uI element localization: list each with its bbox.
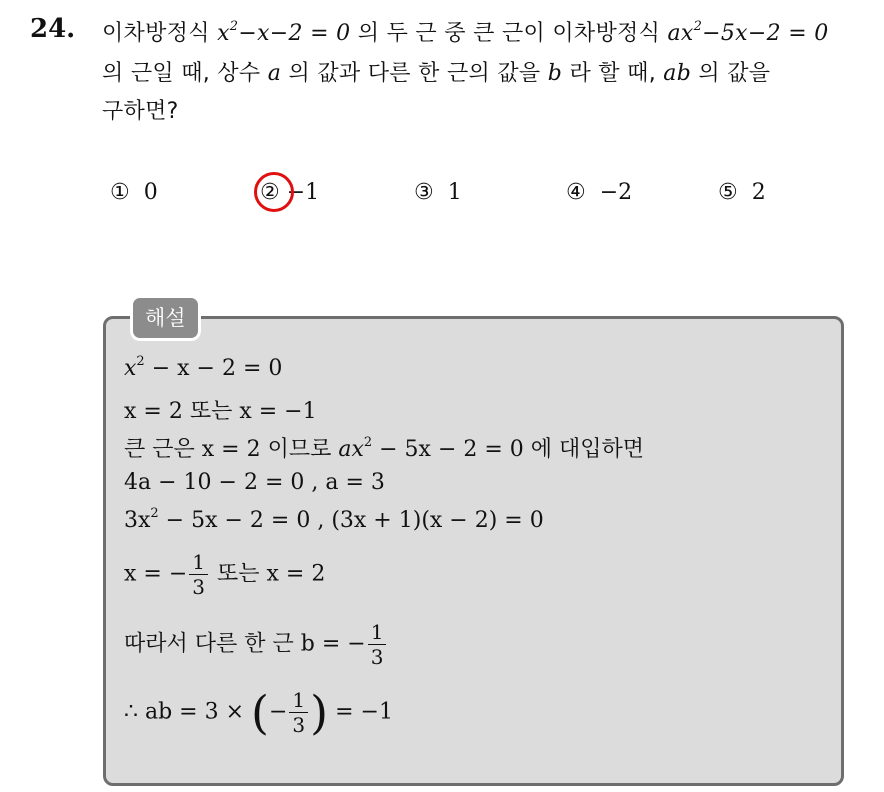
solution-label: 해설 [130, 295, 201, 341]
solution-line-4: 4a − 10 − 2 = 0 , a = 3 [124, 470, 385, 495]
choice-2[interactable]: ② −1 [260, 180, 320, 205]
question-text: 이차방정식 [102, 21, 218, 46]
choice-1[interactable]: ① 0 [110, 180, 158, 205]
equation-2: $ax^2-5x-2 = 0$ [667, 19, 829, 46]
answer-mark-circle [254, 172, 294, 212]
choice-5[interactable]: ⑤ 2 [718, 180, 766, 205]
solution-line-5: $3x^2 - 5x - 2 = 0$ , (3x + 1)(x − 2) = 0 [124, 506, 544, 533]
choice-3[interactable]: ③ 1 [414, 180, 462, 205]
equation-1: $x^2-x-2 = 0$ [217, 19, 351, 46]
answer-choices [0, 180, 884, 214]
solution-line-7: 따라서 다른 한 근 b = − $\frac{1}{3}$ [124, 620, 388, 669]
question-line-1 [102, 16, 829, 47]
fraction: $\frac{1}{3}$ [289, 688, 308, 737]
question-text: 의 두 근 중 큰 근이 이차방정식 [350, 21, 668, 46]
solution-line-8: ∴ ab = 3 × (− $\frac{1}{3}$ ) = −1 [124, 685, 393, 740]
fraction: $\frac{1}{3}$ [189, 550, 208, 599]
question-line-3: 구하면? [102, 99, 179, 124]
question-line-2: 의 근일 때, 상수 a 의 값과 다른 한 근의 값을 b 라 할 때, ab 의 값을 [102, 61, 771, 86]
question-number: 24. [30, 14, 76, 44]
solution-line-6: x = − $\frac{1}{3}$ 또는 x = 2 [124, 550, 326, 599]
solution-line-2: x = 2 또는 x = −1 [124, 399, 317, 424]
solution-line-3: 큰 근은 x = 2 이므로 $ax^2 - 5x - 2 = 0$ 에 대입하면 [124, 435, 645, 462]
var-a: a [267, 61, 282, 86]
var-b: b [547, 61, 563, 86]
solution-line-1: $x^2 - x - 2 = 0$ [124, 354, 283, 381]
choice-4[interactable]: ④ −2 [566, 180, 633, 205]
fraction: $\frac{1}{3}$ [368, 620, 387, 669]
var-ab: ab [663, 61, 692, 86]
